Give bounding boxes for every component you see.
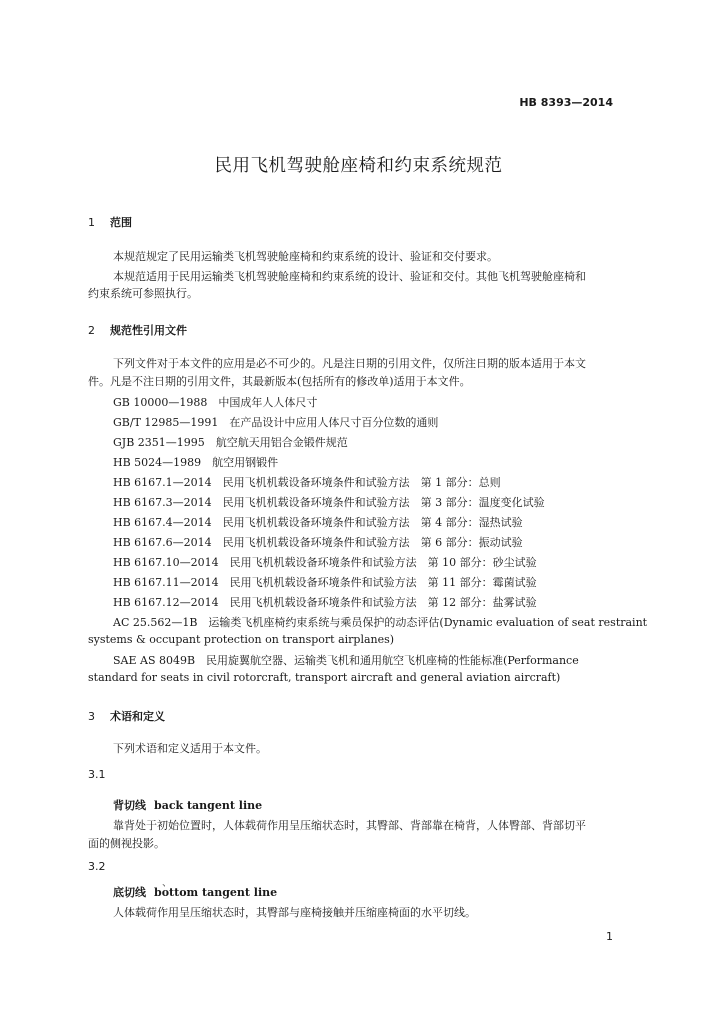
term-number: 3.1	[88, 768, 106, 781]
paragraph-continuation: 件。凡是不注日期的引用文件，其最新版本(包括所有的修改单)适用于本文件。	[88, 375, 471, 388]
reference-item: SAE AS 8049B 民用旋翼航空器、运输类飞机和通用航空飞机座椅的性能标准(Performance	[113, 654, 579, 667]
reference-item: GB 10000—1988 中国成年人人体尺寸	[113, 396, 318, 409]
term-definition-continuation: 面的侧视投影。	[88, 837, 165, 850]
section-title: 规范性引用文件	[110, 324, 187, 337]
reference-item: HB 6167.11—2014 民用飞机机载设备环境条件和试验方法 第 11 部分：霉菌试验	[113, 576, 537, 589]
paragraph-continuation: 约束系统可参照执行。	[88, 287, 198, 300]
paragraph: 本规范适用于民用运输类飞机驾驶舱座椅和约束系统的设计、验证和交付。其他飞机驾驶舱座椅和	[113, 270, 586, 283]
reference-item: HB 6167.3—2014 民用飞机机载设备环境条件和试验方法 第 3 部分：温度变化试验	[113, 496, 545, 509]
paragraph: 下列术语和定义适用于本文件。	[113, 742, 267, 755]
term-entry	[113, 797, 262, 813]
paragraph: 本规范规定了民用运输类飞机驾驶舱座椅和约束系统的设计、验证和交付要求。	[113, 250, 498, 263]
reference-item: GB/T 12985—1991 在产品设计中应用人体尺寸百分位数的通则	[113, 416, 439, 429]
section-number: 2	[88, 324, 95, 337]
paragraph: 下列文件对于本文件的应用是必不可少的。凡是注日期的引用文件，仅所注日期的版本适用于本文	[113, 357, 586, 370]
term-entry	[113, 884, 277, 900]
section-title: 范围	[110, 216, 132, 229]
section-title: 术语和定义	[110, 710, 165, 723]
section-heading-scope	[88, 214, 132, 230]
reference-item: HB 6167.1—2014 民用飞机机载设备环境条件和试验方法 第 1 部分：总则	[113, 476, 501, 489]
reference-item: HB 5024—1989 航空用钢锻件	[113, 456, 279, 469]
reference-item-continuation: standard for seats in civil rotorcraft, transport aircraft and general aviation aircraft)	[88, 671, 561, 684]
reference-item: HB 6167.4—2014 民用飞机机载设备环境条件和试验方法 第 4 部分：湿热试验	[113, 516, 523, 529]
section-number: 3	[88, 710, 95, 723]
term-chinese: 背切线	[113, 799, 146, 812]
reference-item: GJB 2351—1995 航空航天用铝合金锻件规范	[113, 436, 348, 449]
term-definition: 靠背处于初始位置时，人体载荷作用呈压缩状态时，其臀部、背部靠在椅背，人体臀部、背部切平	[113, 819, 586, 832]
standard-code: HB 8393—2014	[519, 96, 613, 109]
section-heading-references	[88, 322, 187, 338]
page-title: 民用飞机驾驶舱座椅和约束系统规范	[214, 156, 503, 176]
reference-item: HB 6167.12—2014 民用飞机机载设备环境条件和试验方法 第 12 部分：盐雾试验	[113, 596, 537, 609]
section-heading-terms	[88, 708, 165, 724]
stray-mark: 、	[162, 878, 172, 889]
reference-item: AC 25.562—1B 运输类飞机座椅约束系统与乘员保护的动态评估(Dynamic evaluation of seat restraint	[113, 616, 648, 629]
term-definition: 人体载荷作用呈压缩状态时，其臀部与座椅接触并压缩座椅面的水平切线。	[113, 906, 476, 919]
page-number: 1	[606, 930, 613, 943]
term-english: back tangent line	[154, 799, 263, 812]
reference-item: HB 6167.10—2014 民用飞机机载设备环境条件和试验方法 第 10 部分：砂尘试验	[113, 556, 537, 569]
term-english: bottom tangent line	[154, 886, 278, 899]
reference-item: HB 6167.6—2014 民用飞机机载设备环境条件和试验方法 第 6 部分：振动试验	[113, 536, 523, 549]
term-number: 3.2	[88, 860, 106, 873]
term-chinese: 底切线	[113, 886, 146, 899]
section-number: 1	[88, 216, 95, 229]
reference-item-continuation: systems & occupant protection on transport airplanes)	[88, 633, 395, 646]
